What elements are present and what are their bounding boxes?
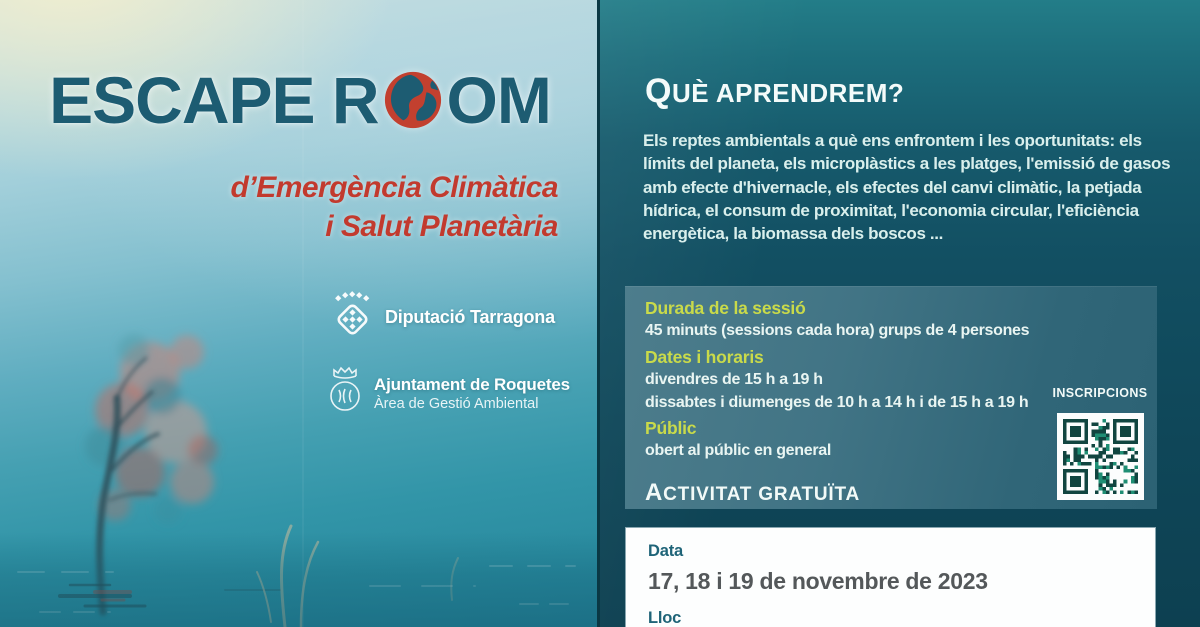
- session-details-box: [625, 286, 1157, 509]
- water-reflection: [60, 585, 280, 606]
- reeds: [257, 526, 458, 627]
- public-value: obert al públic en general: [645, 442, 832, 459]
- dates-value-2: dissabtes i diumenges de 10 h a 14 h i de 15 h a 19 h: [645, 394, 1029, 411]
- section-heading: QUÈ APRENDREM?: [645, 72, 905, 110]
- public-label: Públic: [645, 418, 697, 438]
- date-label: Data: [648, 542, 683, 560]
- duration-label: Durada de la sessió: [645, 298, 806, 318]
- qr-code: [1057, 413, 1144, 500]
- inscriptions-label: INSCRIPCIONS: [1052, 386, 1148, 400]
- event-details-card: [625, 527, 1156, 627]
- dates-value-1: divendres de 15 h a 19 h: [645, 371, 823, 388]
- learning-description: Els reptes ambientals a què ens enfrontem i les oportunitats: els límits del planeta, els microplàstics a les platges, l'emissió de gasos amb efecte d'hivernacle, els efectes del canvi climàtic, la petjada hídrica, el consum de proximitat, l'economia circular, l'eficiència energètica, la biomassa dels boscos ...: [643, 131, 1171, 244]
- globe-icon: [382, 69, 444, 131]
- title-text-pre: ESCAPE R: [49, 63, 379, 137]
- subtitle-line-1: d’Emergència Climàtica: [230, 171, 558, 204]
- place-label: Lloc: [648, 609, 682, 627]
- date-value: 17, 18 i 19 de novembre de 2023: [648, 568, 988, 594]
- duration-value: 45 minuts (sessions cada hora) grups de 4 persones: [645, 322, 1030, 339]
- ajuntament-name: Ajuntament de Roquetes: [374, 375, 570, 394]
- logo-ajuntament-roquetes: [326, 364, 570, 423]
- logo-diputacio-tarragona: [333, 290, 555, 345]
- diputacio-crest-icon: [333, 290, 373, 345]
- poster-subtitle: [120, 168, 558, 246]
- info-panel: [600, 0, 1200, 627]
- dates-label: Dates i horaris: [645, 347, 764, 367]
- red-reflection: [95, 592, 130, 600]
- ajuntament-crest-icon: [326, 364, 364, 423]
- poster-title: [30, 62, 570, 138]
- free-activity-note: ACTIVITAT GRATUÏTA: [645, 479, 861, 506]
- diputacio-logo-text: Diputació Tarragona: [385, 307, 555, 327]
- ajuntament-subname: Àrea de Gestió Ambiental: [374, 396, 539, 412]
- water-highlights: [18, 566, 580, 612]
- subtitle-line-2: i Salut Planetària: [325, 210, 558, 243]
- title-text-post: OM: [446, 63, 551, 137]
- ajuntament-logo-text: [374, 375, 570, 412]
